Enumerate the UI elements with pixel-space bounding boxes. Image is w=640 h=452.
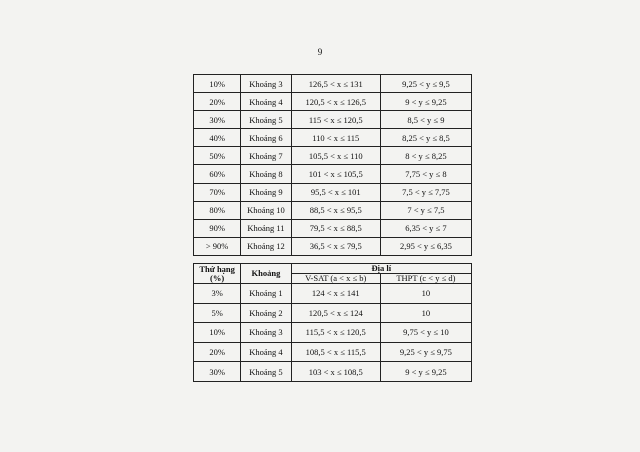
range-cell: Khoảng 5	[241, 362, 291, 382]
header-subject: Địa lí	[291, 264, 471, 274]
thpt-cell: 10	[380, 284, 471, 304]
thpt-cell: 9 < y ≤ 9,25	[380, 93, 471, 111]
geography-score-conversion-table	[193, 263, 472, 382]
header-rank: Thứ hạng (%)	[194, 264, 241, 284]
header-vsat: V-SAT (a < x ≤ b)	[291, 274, 380, 284]
table-row	[194, 219, 472, 237]
vsat-cell: 115 < x ≤ 120,5	[291, 111, 380, 129]
range-cell: Khoảng 1	[241, 284, 291, 304]
thpt-cell: 9,25 < y ≤ 9,5	[380, 75, 471, 93]
range-cell: Khoảng 2	[241, 303, 291, 323]
range-cell: Khoảng 6	[241, 129, 291, 147]
table-row	[194, 183, 472, 201]
vsat-cell: 103 < x ≤ 108,5	[291, 362, 380, 382]
table-row	[194, 165, 472, 183]
range-cell: Khoảng 7	[241, 147, 291, 165]
thpt-cell: 10	[380, 303, 471, 323]
vsat-cell: 108,5 < x ≤ 115,5	[291, 342, 380, 362]
thpt-cell: 7 < y ≤ 7,5	[380, 201, 471, 219]
range-cell: Khoảng 3	[241, 75, 291, 93]
rank-cell: 70%	[194, 183, 241, 201]
vsat-cell: 126,5 < x ≤ 131	[291, 75, 380, 93]
thpt-cell: 8,5 < y ≤ 9	[380, 111, 471, 129]
vsat-cell: 88,5 < x ≤ 95,5	[291, 201, 380, 219]
rank-cell: 30%	[194, 362, 241, 382]
table-row	[194, 284, 472, 304]
rank-cell: > 90%	[194, 237, 241, 255]
table-row	[194, 201, 472, 219]
thpt-cell: 8,25 < y ≤ 8,5	[380, 129, 471, 147]
table-row	[194, 237, 472, 255]
vsat-cell: 110 < x ≤ 115	[291, 129, 380, 147]
table-row	[194, 75, 472, 93]
rank-cell: 40%	[194, 129, 241, 147]
rank-cell: 50%	[194, 147, 241, 165]
rank-cell: 20%	[194, 342, 241, 362]
vsat-cell: 95,5 < x ≤ 101	[291, 183, 380, 201]
rank-cell: 30%	[194, 111, 241, 129]
range-cell: Khoảng 12	[241, 237, 291, 255]
page-number: 9	[317, 47, 323, 57]
rank-cell: 10%	[194, 323, 241, 343]
vsat-cell: 79,5 < x ≤ 88,5	[291, 219, 380, 237]
table-row	[194, 147, 472, 165]
rank-cell: 5%	[194, 303, 241, 323]
rank-cell: 60%	[194, 165, 241, 183]
table-row	[194, 111, 472, 129]
range-cell: Khoảng 4	[241, 342, 291, 362]
rank-cell: 3%	[194, 284, 241, 304]
thpt-cell: 2,95 < y ≤ 6,35	[380, 237, 471, 255]
thpt-cell: 9,25 < y ≤ 9,75	[380, 342, 471, 362]
vsat-cell: 101 < x ≤ 105,5	[291, 165, 380, 183]
table-row	[194, 93, 472, 111]
table-row	[194, 303, 472, 323]
thpt-cell: 7,75 < y ≤ 8	[380, 165, 471, 183]
range-cell: Khoảng 8	[241, 165, 291, 183]
rank-cell: 10%	[194, 75, 241, 93]
rank-cell: 90%	[194, 219, 241, 237]
score-conversion-table-continued	[193, 74, 472, 256]
thpt-cell: 9,75 < y ≤ 10	[380, 323, 471, 343]
vsat-cell: 120,5 < x ≤ 124	[291, 303, 380, 323]
rank-cell: 20%	[194, 93, 241, 111]
vsat-cell: 36,5 < x ≤ 79,5	[291, 237, 380, 255]
thpt-cell: 9 < y ≤ 9,25	[380, 362, 471, 382]
table-row	[194, 362, 472, 382]
table-row	[194, 342, 472, 362]
thpt-cell: 7,5 < y ≤ 7,75	[380, 183, 471, 201]
range-cell: Khoảng 3	[241, 323, 291, 343]
vsat-cell: 124 < x ≤ 141	[291, 284, 380, 304]
thpt-cell: 8 < y ≤ 8,25	[380, 147, 471, 165]
range-cell: Khoảng 5	[241, 111, 291, 129]
range-cell: Khoảng 10	[241, 201, 291, 219]
table-row	[194, 129, 472, 147]
range-cell: Khoảng 9	[241, 183, 291, 201]
thpt-cell: 6,35 < y ≤ 7	[380, 219, 471, 237]
header-thpt: THPT (c < y ≤ d)	[380, 274, 471, 284]
vsat-cell: 105,5 < x ≤ 110	[291, 147, 380, 165]
vsat-cell: 115,5 < x ≤ 120,5	[291, 323, 380, 343]
header-range: Khoảng	[241, 264, 291, 284]
rank-cell: 80%	[194, 201, 241, 219]
range-cell: Khoảng 11	[241, 219, 291, 237]
table-row	[194, 323, 472, 343]
range-cell: Khoảng 4	[241, 93, 291, 111]
vsat-cell: 120,5 < x ≤ 126,5	[291, 93, 380, 111]
